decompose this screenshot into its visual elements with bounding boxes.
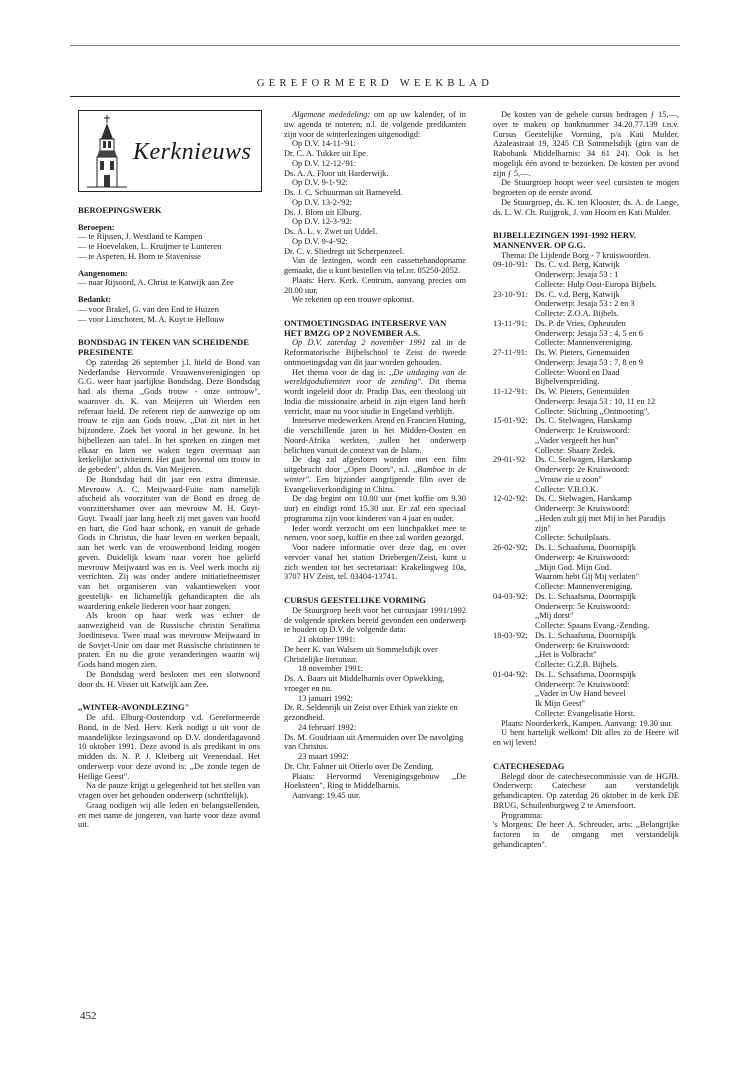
schedule-row-line: Ds. C. Stelwagen, Harskamp xyxy=(535,455,632,465)
schedule-row-line: ,,Vrouw zie u zoon" xyxy=(535,474,602,484)
paragraph: De dag begint om 10.00 uur (met koffie om 9.30 uur) en eindigt rond 15.30 uur. Er zal een speciaal programma zijn voor kinderen van 4 jaar en ouder. xyxy=(284,494,466,523)
schedule-row-line: Onderwerp: 2e Kruiswoord: xyxy=(535,465,630,475)
schedule-row-line: ,,Mijn God. Mijn God. xyxy=(535,562,612,572)
cursus-date: 23 maart 1992: xyxy=(298,752,349,762)
bedankt-label: Bedankt: xyxy=(78,295,112,305)
schedule-row-line: Onderwerp: Jesaja 53 : 2 en 3 xyxy=(535,299,635,309)
schedule-row-line: Ds. L. Schaafsma, Doornspijk xyxy=(535,591,636,601)
paragraph xyxy=(284,368,466,417)
bedankt-list xyxy=(78,305,260,325)
schedule-date: Op D.V. 13-2-'92: xyxy=(292,197,352,207)
paragraph xyxy=(284,110,466,139)
schedule-row-date: 11-12-'91: xyxy=(493,387,528,397)
paragraph: Na de pauze krijgt u gelegenheid tot het stellen van vragen over het gehouden onderwerp (schriftelijk). xyxy=(78,781,260,801)
schedule-row-date: 15-01-'92: xyxy=(493,416,528,426)
schedule-row-line: Collecte: Mannenvereniging. xyxy=(535,582,633,592)
schedule-date: Op D.V. 9-1-'92: xyxy=(292,178,348,188)
schedule-row xyxy=(493,416,679,455)
schedule-row-line: Collecte: Woord en Daad Bijbelverspreiding. xyxy=(535,367,620,387)
paragraph: De Bondsdag had dit jaar een extra dimensie. Mevrouw A. C. Meijwaard-Fuite nam namelijk afscheid als voorzitster van de Bond en droeg de voorzittershamer over aan mevrouw M. H. Guyt-Guyt. Twaalf jaar lang heeft zij met gaven van hoofd en hart, die God haar schonk, en vanuit de gehade Gods in Christus, die haar leven en werken bepaalt, aan het werk van de vrouwenbond leiding mogen geven. Duidelijk kwam naar voren hoe geliefd mevrouw Meijwaard was en is. Veel werk mocht zij verrichten. Zij was onder andere initiatiefneemster van het organiseren van vakantieweken voor geestelijk- en lichamelijk gehandicapten die als waardering enkele liederen voor haar zongen. xyxy=(78,474,260,611)
schedule-row-details xyxy=(535,543,679,592)
list-item: — voor Linschoten, M. A. Kuyt te Hellouw xyxy=(78,314,225,324)
schedule-row-line: Onderwerp: Jesaja 53 : 4, 5 en 6 xyxy=(535,328,643,338)
schedule-row-line: Collecte: Shaare Zedek. xyxy=(535,445,616,455)
schedule-speaker: Dr. C. A. Tukker uit Epe. xyxy=(284,149,368,158)
schedule-row-line: Onderwerp: Jesaja 53 : 7, 8 en 9 xyxy=(535,357,643,367)
schedule-row-line: Collecte: Evangelisatie Horst. xyxy=(535,708,636,718)
list-item: — naar Rijsoord, A. Christ te Katwijk aan Zee xyxy=(78,278,234,288)
paragraph: De kosten van de gehele cursus bedragen ƒ 15,—, over te maken op banknummer 34.20.77.139 t.n.v. Cursus Geestelijke Vorming, p/a Kati Mulder, Azaleastraat 19, 3245 CB Sommelsdijk (giro van de Rabobank Middelharnis: 34 61 24). Ook is het mogelijk één avond te bezoeken. De kosten per avond zijn ƒ 5,—. xyxy=(493,110,679,178)
schedule-row-date: 13-11-'91: xyxy=(493,318,528,328)
cursus-speaker: Dr. Chr. Fahner uit Otterlo over De Zending. xyxy=(284,761,434,771)
schedule-row-line: Ds. L. Schaafsma, Doornspijk xyxy=(535,543,636,553)
paragraph: Op zaterdag 26 september j.l. hield de Bond van Nederlandse Hervormde Vrouwenverenigingen op G.G. weer haar jaarlijkse Bondsdag. Deze Bondsdag had als thema ,,Gods trouw - onze ontrouw", waarover ds. K. van Meijeren uit Wierden een referaat hield. De referent riep de aanwezige op om trouw te zijn aan Gods trouw. ,,Dat zit niet in het bijzondere. Zoek het vooral in het gewone. In het bijbellezen aan tafel. In het spreken en zingen met elkaar en laten we waken tegen overmaat aan kerkelijke activiteiten. Het gaat bovenal om trouw in de gebeden", aldus ds. Van Meijeren. xyxy=(78,357,260,475)
paragraph: Voor nadere informatie over deze dag, en over vervoer vanaf het station Driebergen/Zeist, kunt u zich wenden tot het secretariaat: Krakelingweg 10a, 3707 HV Zeist, tel. 03404-13741. xyxy=(284,543,466,582)
column-1 xyxy=(78,110,260,830)
paragraph: Plaats: Hervormd Verenigingsgebouw ,,De Hoeksteen", Ring te Middelharnis. xyxy=(284,771,466,791)
schedule-row xyxy=(493,543,679,592)
schedule-row-line: Collecte: Hulp Oost-Europa Bijbels. xyxy=(535,279,657,289)
paragraph: 's Morgens: De heer A. Schreuder, arts: ,,Belangrijke factoren in de omgang met verstandelijk gehandicapten". xyxy=(493,820,679,849)
bijbellezingen-heading: BIJBELLEZINGEN 1991-1992 HERV. MANNENVER. OP G.G. xyxy=(493,230,637,250)
kerknieuws-logo xyxy=(78,110,262,192)
schedule-row-line: Ds. C. Stelwagen, Harskamp xyxy=(535,416,632,426)
schedule-row-date: 01-04-'92: xyxy=(493,669,528,679)
schedule-row-line: Ds. L. Schaafsma, Doornspijk xyxy=(535,630,636,640)
list-item: — voor Brakel, G. van den End te Huizen xyxy=(78,304,219,314)
schedule-row-details xyxy=(535,416,679,455)
schedule-date: Op D.V. 14-11-'91: xyxy=(292,139,356,149)
schedule-row xyxy=(493,494,679,543)
schedule-row-line: ,,Vader in Uw Hand beveel xyxy=(535,689,626,699)
schedule-row-date: 04-03-'92: xyxy=(493,591,528,601)
paragraph xyxy=(284,338,466,367)
aangenomen-list xyxy=(78,278,260,288)
cursus-date: 21 oktober 1991: xyxy=(298,635,356,645)
logo-title: Kerknieuws xyxy=(133,139,252,165)
schedule-row xyxy=(493,670,679,719)
masthead-rule xyxy=(70,96,680,97)
paragraph: Thema: De Lijdende Borg - 7 kruiswoorden. xyxy=(501,250,651,260)
column-3 xyxy=(493,110,679,850)
list-item: — te Asperen, H. Born te Stavenisse xyxy=(78,251,201,261)
schedule-row-line: Onderwerp: 7e Kruiswoord: xyxy=(535,679,630,689)
paragraph: De Stuurgroep heeft voor het cursusjaar 1991/1992 de volgende sprekers bereid gevonden een onderwerp te houden op D.V. de volgende data: xyxy=(284,605,466,635)
ont-text: Een bijzonder aangrijpende film over de Evangelieverkondiging in China. xyxy=(284,474,466,494)
masthead: GEREFORMEERD WEEKBLAD xyxy=(256,78,494,89)
schedule-row xyxy=(493,455,679,494)
schedule-row-date: 27-11-'91: xyxy=(493,348,528,358)
schedule-row xyxy=(493,631,679,670)
paragraph: Aanvang: 19.45 uur. xyxy=(292,791,361,801)
schedule-row-line: Onderwerp: 4e Kruiswoord: xyxy=(535,552,630,562)
schedule-row-line: ,,Het is Volbracht" xyxy=(535,650,597,660)
bijbel-schedule xyxy=(493,260,679,718)
aangenomen-label: Aangenomen: xyxy=(78,268,128,278)
schedule-row-line: Ds. C. v.d. Berg, Katwijk xyxy=(535,260,620,270)
church-tower-icon xyxy=(87,115,127,189)
ont-text: Het thema voor de dag is: xyxy=(292,367,390,377)
paragraph: Plaats: Herv. Kerk. Centrum, aanvang precies om 20.00 uur. xyxy=(284,275,466,295)
schedule-row-details xyxy=(535,387,679,416)
schedule-speaker: Dr. C. v. Sliedregt uit Scherpenzeel. xyxy=(284,246,405,256)
paragraph xyxy=(284,455,466,494)
schedule-row-line: Ds. W. Pieters, Genemuiden xyxy=(535,387,630,397)
schedule-row-line: Onderwerp: Jesaja 53 : 1 xyxy=(535,270,619,280)
paragraph: Programma: xyxy=(501,810,543,820)
paragraph: Graag nodigen wij alle leden en belangstellenden, en met name de jongeren, van harte voor deze avond uit. xyxy=(78,800,260,830)
schedule-row-date: 18-03-'92: xyxy=(493,630,528,640)
page-number: 452 xyxy=(80,1010,97,1022)
schedule-date: Op D.V. 12-3-'92: xyxy=(292,217,352,227)
schedule-row xyxy=(493,387,679,416)
schedule-row-line: Collecte: Schuilplaats. xyxy=(535,533,611,543)
beroepen-list xyxy=(78,232,260,261)
paragraph: We rekenen op een trouwe opkomst. xyxy=(292,295,415,305)
schedule-row-date: 23-10-'91: xyxy=(493,289,528,299)
cursus-list xyxy=(284,635,466,772)
paragraph: Ieder wordt verzocht om een lunchpakket mee te nemen, voor soep, koffie en thee zal worden gezorgd. xyxy=(284,523,466,543)
schedule-row-line: ,,Heden zult gij met Mij in het Paradijs zijn" xyxy=(535,513,666,533)
schedule-row-line: Collecte: Stichting ,,Ontmoeting". xyxy=(535,406,650,416)
schedule-row xyxy=(493,260,679,289)
beroepingswerk-heading: BEROEPINGSWERK xyxy=(78,205,162,215)
cursus-speaker: Ds. A. Baars uit Middelharnis over Opwekking, vroeger en nu. xyxy=(284,674,445,693)
schedule-speaker: Ds. A. L. v. Zwet uit Uddel. xyxy=(284,227,378,236)
schedule-row-line: Ds. W. Pieters, Genemuiden xyxy=(535,348,630,358)
schedule-row-date: 12-02-'92: xyxy=(493,494,528,504)
schedule-row-line: Onderwerp: Jesaja 53 : 10, 11 en 12 xyxy=(535,396,656,406)
cursus-speaker: Ds. M. Goudriaan uit Arnemuiden over De navolging van Christus. xyxy=(284,732,464,752)
schedule-date: Op D.V. 9-4-'92: xyxy=(292,236,348,246)
schedule-row xyxy=(493,348,679,387)
schedule-row-details xyxy=(535,592,679,631)
paragraph: Plaats: Noorderkerk, Kampen. Aanvang: 19.30 uur. xyxy=(501,718,673,728)
schedule-row-details xyxy=(535,290,679,319)
schedule-row-line: Ds. C. Stelwagen, Harskamp xyxy=(535,494,632,504)
alg-lead: Algemene mededeling: xyxy=(292,110,371,119)
paragraph: U bent hartelijk welkom! Dit alles zo de Heere wil en wij leven! xyxy=(493,728,679,748)
ont-date: Op D.V. zaterdag 2 november 1991 xyxy=(292,338,426,348)
schedule-row-details xyxy=(535,631,679,670)
paragraph: De Stuurgroep, ds. K. ten Klooster, ds. A. de Lange, ds. L. W. Ch. Ruijgrok, J. van Hoorn en Kati Mulder. xyxy=(493,197,679,217)
schedule-row-line: Ik Mijn Geest" xyxy=(535,699,585,709)
ont-text: Dit thema wordt ingeleid door dr. Pradip Das, een theoloog uit India die missionaire arbeid in zijn eigen land heeft verricht, maar nu voor studie in Engeland verblijft. xyxy=(284,377,466,416)
schedule-row-line: Collecte: G.Z.B. Bijbels. xyxy=(535,660,619,670)
schedule-row-line: Onderwerp: 5e Kruiswoord: xyxy=(535,601,630,611)
cursus-date: 18 november 1991: xyxy=(298,664,364,674)
schedule-row-details xyxy=(535,319,679,348)
cursus-speaker: De heer K. van Walsem uit Sommelsdijk over Christelijke literatuur. xyxy=(284,644,438,664)
schedule-row-date: 09-10-'91: xyxy=(493,260,528,270)
schedule-row xyxy=(493,592,679,631)
schedule-row-line: Ds. P. de Vries, Opheusden xyxy=(535,318,626,328)
schedule-row-details xyxy=(535,260,679,289)
schedule-list xyxy=(284,139,466,256)
paragraph: Interserve medewerkers Arend en Francien Hutting, die verschillende jaren in het Midden-Oosten en Noord-Afrika werkten, zullen het onderwerp belichten vanuit de context van de Islam. xyxy=(284,416,466,455)
catechesedag-heading: CATECHESEDAG xyxy=(493,760,565,771)
schedule-date: Op D.V. 12-12-'91: xyxy=(292,158,357,168)
alg-text: om op uw kalender, of in uw agenda te noteren; n.l. de volgende predikanten zijn voor de winterlezingen uitgenodigd: xyxy=(284,110,466,139)
schedule-row-line: Onderwerp: 3e Kruiswoord: xyxy=(535,504,630,514)
schedule-row-line: Waarom hebt Gij Mij verlaten" xyxy=(535,572,640,582)
paragraph: De Bondsdag werd besloten met een slotwoord door ds. H. Visser uit Katwijk aan Zee. xyxy=(78,669,260,689)
ontmoetingsdag-heading: ONTMOETINGSDAG INTERSERVE VAN HET BMZG OP 2 NOVEMBER A.S. xyxy=(284,318,447,338)
paragraph: Belegd door de catechesecommissie van de HGJB. Onderwerp: Catechese aan verstandelijk gehandicapten. Op zaterdag 26 oktober in de kerk DE BRUG, Schuilenburgweg 2 te Amersfoort. xyxy=(493,771,679,810)
beroepen-label: Beroepen: xyxy=(78,222,115,232)
schedule-row-line: Onderwerp: 6e Kruiswoord: xyxy=(535,640,630,650)
schedule-row xyxy=(493,319,679,348)
column-2 xyxy=(284,110,466,801)
schedule-row-line: Collecte: V.B.O.K. xyxy=(535,484,599,494)
paragraph: De afd. Elburg-Oostendorp v.d. Gereformeerde Bond, in de Ned. Herv. Kerk nodigt u uit voor de maandelijkse lezingsavond op D.V. donderdagavond 10 oktober 1991. Deze avond is als predikant in ons midden ds. N. P. J. Kleiberg uit Veenendaal. Het onderwerp voor deze avond is: ,,De zonde tegen de Heilige Geest". xyxy=(78,713,260,781)
winter-heading: ,,WINTER-AVONDLEZING" xyxy=(78,702,190,713)
schedule-row xyxy=(493,290,679,319)
schedule-row-line: Collecte: Z.O.A. Bijbels. xyxy=(535,309,619,319)
cursus-date: 24 februari 1992: xyxy=(298,722,357,732)
schedule-speaker: Ds. A. A. Floor uit Harderwijk. xyxy=(284,168,389,178)
schedule-speaker: Ds. J. C. Schuurman uit Barneveld. xyxy=(284,188,403,197)
schedule-row-date: 29-01-'92 xyxy=(493,455,526,465)
ont-text: De dag zal afgesloten worden met een film uitgebracht door ,,Open Doors", n.l. xyxy=(284,455,466,475)
schedule-row-line: Ds. C. v.d. Berg, Katwijk xyxy=(535,289,620,299)
ont-theme: ,,De uitdaging van de wereldgodsdiensten voor de zending". xyxy=(284,367,466,387)
schedule-row-details xyxy=(535,494,679,543)
schedule-speaker: Ds. J. Blom uit Elburg. xyxy=(284,207,362,217)
schedule-row-line: Collecte: Spaans Evang.-Zending. xyxy=(535,621,650,631)
paragraph: Als kroon op haar werk was echter de aanwezigheid van de Russische christin Serafima Joedintseva. Twee maal was mevrouw Meijwaard in de Sovjet-Unie om daar met Russische christinnen te praten. En nu die grote veranderingen waarin wij Gods hand mogen zien. xyxy=(78,611,260,670)
bondsdag-heading: BONDSDAG IN TEKEN VAN SCHEIDENDE PRESIDENTE xyxy=(78,337,249,358)
cursus-date: 13 januari 1992: xyxy=(298,693,353,703)
cursus-heading: CURSUS GEESTELIJKE VORMING xyxy=(284,595,426,606)
schedule-row-details xyxy=(535,455,679,494)
schedule-row-line: Ds. L. Schaafsma, Doornspijk xyxy=(535,669,636,679)
ont-text: zal in de Reformatorische Bijbelschool te Zeist de tweede ontmoetingsdag van dit jaar worden gehouden. xyxy=(284,338,466,367)
top-rule xyxy=(70,45,680,46)
schedule-row-line: Onderwerp: 1e Kruiswoord: xyxy=(535,426,630,436)
schedule-row-line: ,,Mij dorst" xyxy=(535,611,574,621)
schedule-row-details xyxy=(535,348,679,387)
cursus-speaker: Dr. R. Seldenrijk uit Zeist over Ethiek van ziekte en gezondheid. xyxy=(284,703,458,723)
schedule-row-line: Collecte: Mannenvereniging. xyxy=(535,338,633,348)
list-item: — te Hoevelaken, L. Kruijmer te Lunteren xyxy=(78,242,222,252)
schedule-row-details xyxy=(535,670,679,719)
schedule-row-line: ,,Vader vergeeft het hun" xyxy=(535,435,619,445)
paragraph: Van de lezingen, wordt een cassettebandopname gemaakt, die u kunt bestellen via tel.nr. 05250-2052. xyxy=(284,256,466,275)
schedule-row-date: 26-02-'92: xyxy=(493,543,528,553)
ont-film: ,,Bamboe in de winter". xyxy=(284,465,466,484)
paragraph: De Stuurgroep hoopt weer veel cursisten te mogen begroeten op de eerste avond. xyxy=(493,178,679,197)
list-item: — te Rijssen, J. Westland te Kampen xyxy=(78,232,203,242)
